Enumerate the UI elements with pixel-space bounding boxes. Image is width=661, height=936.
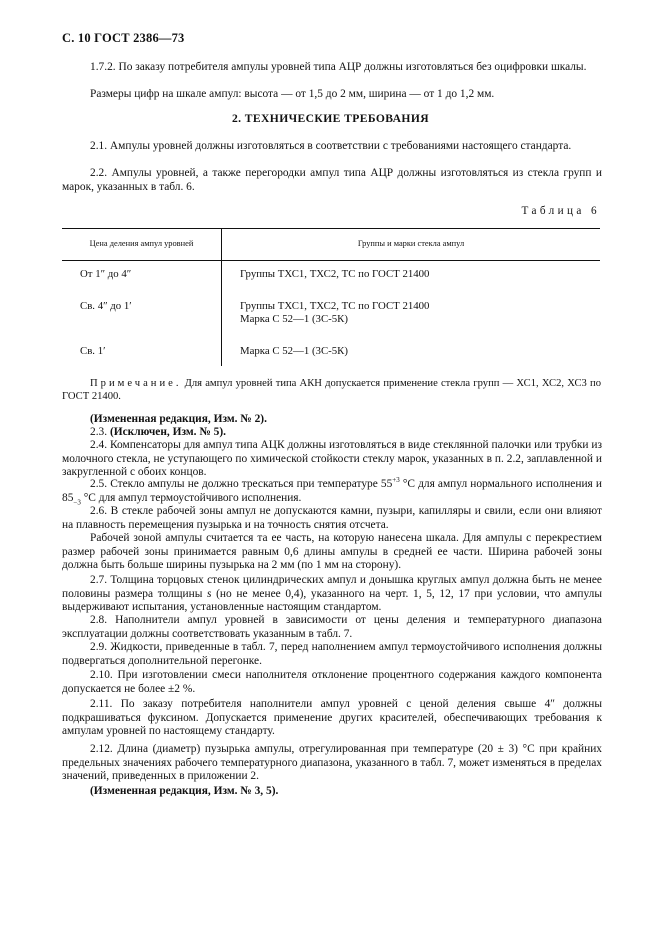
paragraph-2-3 [62,426,602,440]
amendment-2: (Измененная редакция, Изм. № 2). [90,413,267,425]
table-row-2-col1: Св. 4″ до 1′ [80,300,132,312]
paragraph-2-6: 2.6. В стекле рабочей зоны ампул не допускаются камни, пузыри, капилляры и свили, если они влияют на плавность перемещения пузырька и на точность снятия отсчета. [62,505,602,531]
table-top-rule [62,228,600,229]
glass-table [62,228,600,366]
paragraph-digit-sizes: Размеры цифр на шкале ампул: высота — от 1,5 до 2 мм, ширина — от 1 до 1,2 мм. [90,88,495,100]
table-header-col1: Цена деления ампул уровней [89,239,194,248]
note-text: Для ампул уровней типа АКН допускается применение стекла групп — ХС1, ХС2, ХС3 по ГОСТ 21400. [62,378,601,402]
paragraph-2-11: 2.11. По заказу потребителя наполнители ампул уровней с ценой деления свыше 4″ должны подкрашиваться фуксином. Допускается применение других красителей, обеспечивающих требования к ампулам уровней по настоящему стандарту. [62,698,602,738]
amendment-3-5: (Измененная редакция, Изм. № 3, 5). [90,785,279,797]
p27-text-b: (но не менее 0,4), указанного на черт. 1, 5, 12, 17 при условии, что ампулы выдерживают испытания, установленные настоящим стандартом. [62,587,602,614]
p27-symbol-s: s [207,587,212,600]
paragraph-2-1: 2.1. Ампулы уровней должны изготовляться в соответствии с требованиями настоящего стандарта. [90,140,572,152]
table-row-1-col1: От 1″ до 4″ [80,268,132,280]
p25-text-c: °С для ампул термоустойчивого исполнения. [80,491,302,504]
paragraph-2-2: 2.2. Ампулы уровней, а также перегородки ампул типа АЦР должны изготовляться из стекла групп и марок, указанных в табл. 6. [62,167,602,193]
table-row-1-col2: Группы ТХС1, ТХС2, ТС по ГОСТ 21400 [240,268,430,280]
paragraph-2-7 [62,574,602,615]
paragraph-2-5 [62,478,602,505]
paragraph-2-8: 2.8. Наполнители ампул уровней в зависимости от цены деления и температурного диапазона эксплуатации должны соответствовать указанным в табл. 7. [62,614,602,640]
table-note [62,377,601,403]
p25-subscript: −3 [73,497,81,506]
table-header-rule [62,260,600,261]
p25-text-a: 2.5. Стекло ампулы не должно трескаться при температуре 55 [90,478,393,490]
paragraph-2-3-number: 2.3. [90,426,108,438]
table-row-3-col2: Марка С 52—1 (3С-5К) [240,345,348,357]
paragraph-2-4: 2.4. Компенсаторы для ампул типа АЦК должны изготовляться в виде стеклянной палочки или трубки из молочного стекла, не уступающего по химической стойкости стеклу марок, указанных в п. 2.2, заплавленной и закругленной с обоих концов. [62,439,602,479]
p25-superscript: +3 [392,476,400,485]
paragraph-2-12: 2.12. Длина (диаметр) пузырька ампулы, отрегулированная при температуре (20 ± 3) °С при крайних предельных значениях рабочего температурного диапазона, указанного в табл. 7, может изменяться в пределах значений, приведенных в приложении 2. [62,743,602,783]
section-title: 2. ТЕХНИЧЕСКИЕ ТРЕБОВАНИЯ [231,112,430,125]
table-row-3-col1: Св. 1′ [80,345,106,357]
p25-text-b: °С для ампул нормального исполнения и 85 [62,478,602,504]
table-row-2-col2-line1: Группы ТХС1, ТХС2, ТС по ГОСТ 21400 [240,300,430,312]
p27-text-a: 2.7. Толщина торцовых стенок цилиндрических ампул и донышка круглых ампул должна быть не менее половины размера толщины [62,574,602,600]
paragraph-1-7-2: 1.7.2. По заказу потребителя ампулы уровней типа АЦР должны изготовляться без оцифровки шкалы. [90,61,587,73]
table-column-rule [221,228,222,366]
paragraph-2-3-text: (Исключен, Изм. № 5). [109,426,226,438]
paragraph-2-6-working-zone: Рабочей зоной ампулы считается та ее часть, на которую нанесена шкала. Для ампулы с перекрестием размер рабочей зоны принимается равным 0,6 длины ампулы в средней ее части. Ширина рабочей зоны должна быть больше ширины пузырька на 2 мм (по 1 мм на сторону). [62,532,602,572]
table-row-2-col2-line2: Марка С 52—1 (3С-5К) [240,313,348,325]
paragraph-2-10: 2.10. При изготовлении смеси наполнителя отклонение процентного содержания каждого компонента допускается не более ±2 %. [62,669,602,695]
table-header-col2: Группы и марки стекла ампул [357,239,465,248]
note-label: Примечание. [90,378,182,389]
table-caption: Таблица 6 [521,205,600,217]
page-header: С. 10 ГОСТ 2386—73 [62,31,185,45]
paragraph-2-9: 2.9. Жидкости, приведенные в табл. 7, перед наполнением ампул термоустойчивого исполнения должны подвергаться дополнительной перегонке. [62,641,602,667]
